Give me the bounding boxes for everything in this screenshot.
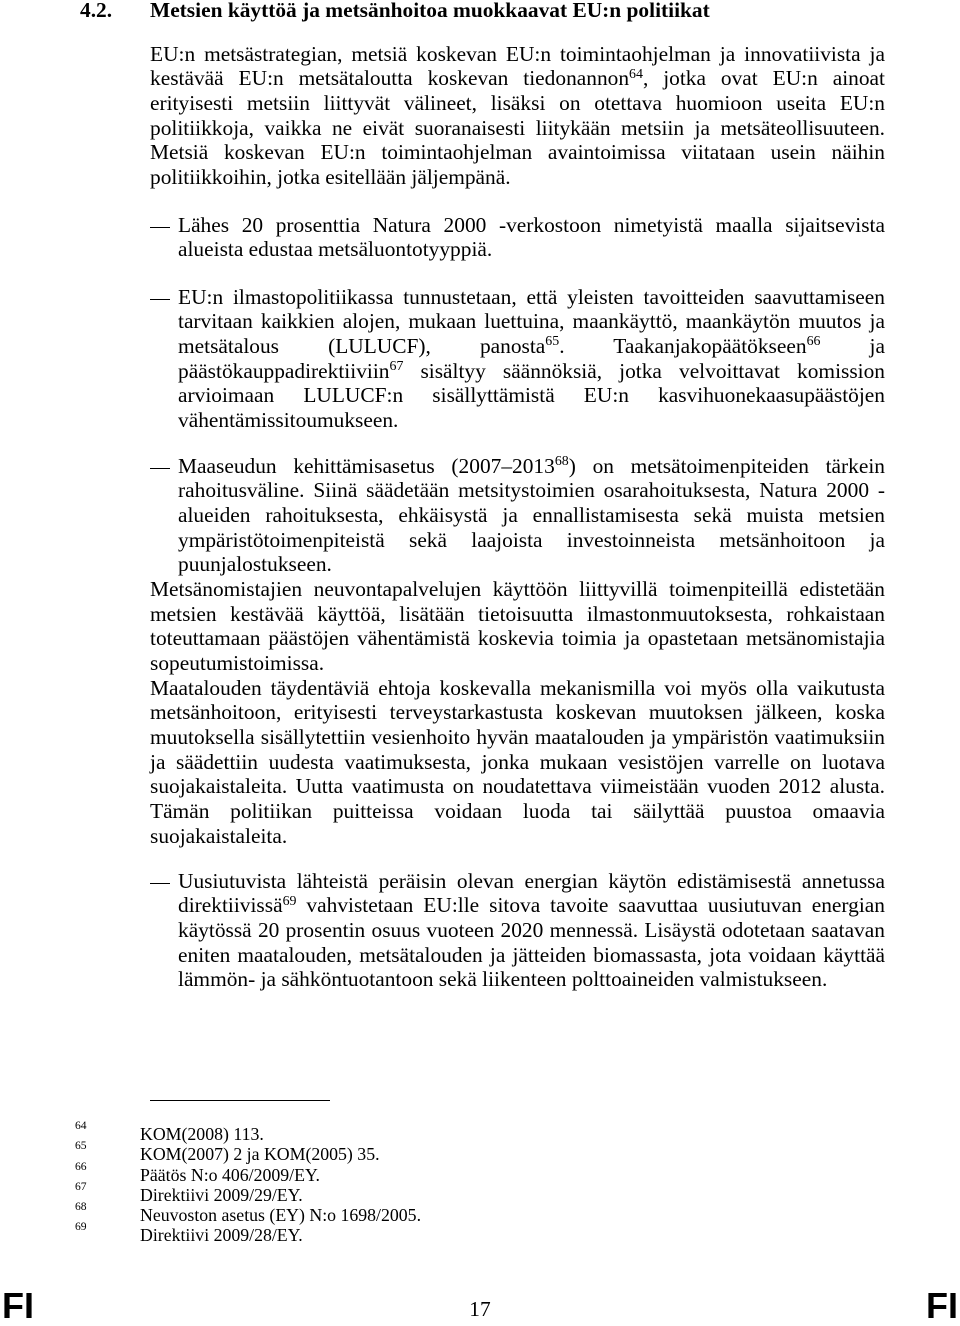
- footnote-ref-66: 66: [806, 334, 821, 350]
- footnote-number: 65: [75, 1139, 87, 1153]
- bullet-renewables: [150, 869, 885, 992]
- section-number: 4.2.: [80, 0, 113, 22]
- cross-compliance-text: Maatalouden täydentäviä ehtoja koskevalla mekanismilla voi myös olla vaikutusta metsänhoitoon, erityisesti terveystarkastusta koskevan muutoksen jälkeen, koska muutoksella sisällytettiin vesienhoito hyvän maatalouden ja ympäristön vaatimuksiin ja säädettiin uudesta vaatimuksesta, jonka mukaan vesistöjen varrelle on luotava suojakaistaleita. Uutta vaatimusta on noudatettava viimeistään vuoden 2012 alusta. Tämän politiikan puitteissa voidaan luoda tai säilyttää puustoa omaavia suojakaistaleita.: [150, 675, 885, 848]
- bullet-natura-text: [178, 213, 885, 262]
- footnote-separator: [150, 1100, 330, 1101]
- footnote-text: KOM(2007) 2 ja KOM(2005) 35.: [140, 1144, 380, 1165]
- climate-text-4: sisältyy säännöksiä, jotka velvoittavat komission arvioimaan LULUCF:n sisällyttämistä EU:n kasvihuonekaasupäästöjen vähentämissitoumukseen.: [178, 358, 885, 432]
- intro-text-start: EU:n metsästrategian, metsiä koskevan EU:n toimintaohjelman ja innovatiivista ja kestävää EU:n metsätaloutta koskevan tiedonannon: [150, 41, 885, 91]
- bullet-dash: [150, 227, 170, 228]
- intro-paragraph: [150, 42, 885, 190]
- bullet-dash: [150, 883, 170, 884]
- footnote-ref-65: 65: [545, 334, 560, 350]
- climate-text-2: . Taakanjakopäätökseen: [559, 333, 807, 358]
- footnote-ref-68: 68: [554, 454, 569, 470]
- footnotes: [0, 1119, 960, 1246]
- footnote-number: 66: [75, 1159, 87, 1173]
- intro-text-end: , jotka ovat EU:n ainoat erityisesti metsiin liittyvät välineet, lisäksi on otettava huomioon useita EU:n politiikkoja, vaikka ne eivät suoranaisesti liitykään metsiin ja metsäteollisuuteen. Metsiä koskevan EU:n toimintaohjelman avaintoimissa viitataan usein näihin politiikkoihin, jotka esitellään jäljempänä.: [150, 66, 885, 189]
- renewables-text-2: vahvistetaan EU:lle sitova tavoite saavuttaa uusiutuvan energian käytössä 20 prosentin osuus vuoteen 2020 mennessä. Lisäystä odotetaan saatavan eniten maatalouden, metsätalouden ja jätteiden biomassasta, jota voidaan käyttää lämmön- ja sähköntuotantoon sekä liikenteen polttoaineiden valmistukseen.: [178, 893, 885, 992]
- advisory-text: Metsänomistajien neuvontapalvelujen käyttöön liittyvillä toimenpiteillä edistetään metsien kestävää käyttöä, lisätään tietoisuutta ilmastonmuutoksesta, rohkaistaan toteuttamaan päästöjen vähentämistä koskevia toimia ja opastetaan metsänomistajia sopeutumistoimissa.: [150, 576, 885, 675]
- footnote-number: 64: [75, 1119, 87, 1132]
- footer-language-left: FI: [2, 1285, 34, 1326]
- footnote-number: 67: [75, 1179, 87, 1193]
- footer-language-right: FI: [926, 1285, 958, 1326]
- bullet-renewables-text: [178, 869, 885, 992]
- rural-text-2: ) on metsätoimenpiteiden tärkein rahoitusväline. Siinä säädetään metsitystoimien osarahoituksesta, Natura 2000 -alueiden rahoituksesta, ehkäisystä ja ennallistamisesta sekä muista metsien ympäristötoimenpiteistä sekä laajoista investoinneista metsänhoitoon ja puunjalostukseen.: [178, 453, 886, 577]
- footnote-text: Direktiivi 2009/29/EY.: [140, 1184, 303, 1205]
- body-text: [150, 42, 885, 992]
- cross-compliance-paragraph: [150, 676, 885, 849]
- renewables-text-1: Uusiutuvista lähteistä peräisin olevan energian käytön edistämisestä annetussa direktiivissä: [178, 868, 885, 918]
- footnote: [0, 1159, 960, 1185]
- climate-text-3: ja päästökauppadirektiiviin: [178, 333, 885, 383]
- footnote-text: Päätös N:o 406/2009/EY.: [140, 1164, 320, 1185]
- footnote-number: 69: [75, 1220, 87, 1234]
- footnote: [0, 1119, 960, 1144]
- bullet-dash: [150, 299, 170, 300]
- footnote-ref-67: 67: [389, 358, 404, 374]
- rural-text-1: Maaseudun kehittämisasetus (2007–2013: [178, 453, 555, 478]
- footnote-text: KOM(2008) 113.: [140, 1124, 264, 1144]
- footnote: [0, 1220, 960, 1246]
- bullet-dash: [150, 468, 170, 469]
- bullet-rural-development: [150, 454, 885, 577]
- climate-text-1: EU:n ilmastopolitiikassa tunnustetaan, että yleisten tavoitteiden saavuttamiseen tarvitaan kaikkien alojen, mukaan luettuina, maankäyttö, maankäytön muutos ja metsätalous (LULUCF), panosta: [178, 284, 885, 358]
- footnote-number: 68: [75, 1200, 87, 1213]
- page-number: 17: [469, 1297, 491, 1321]
- bullet-natura: [150, 213, 885, 262]
- advisory-paragraph: [150, 577, 885, 676]
- footnote: [0, 1139, 960, 1165]
- natura-text: Lähes 20 prosenttia Natura 2000 -verkostoon nimetyistä maalla sijaitsevista alueista edustaa metsäluontotyyppiä.: [178, 212, 885, 262]
- footnote-text: Direktiivi 2009/28/EY.: [140, 1225, 303, 1246]
- footnote: [0, 1179, 960, 1205]
- section-heading: [0, 0, 960, 20]
- bullet-climate-text: [178, 285, 885, 433]
- footnote-ref-64: 64: [629, 66, 643, 82]
- bullet-rural-text: [178, 454, 885, 577]
- section-title: Metsien käyttöä ja metsänhoitoa muokkaavat EU:n politiikat: [150, 0, 710, 22]
- footnote-text: Neuvoston asetus (EY) N:o 1698/2005.: [140, 1205, 422, 1225]
- footnote-ref-69: 69: [282, 893, 297, 909]
- footnote: [0, 1200, 960, 1225]
- bullet-climate: [150, 285, 885, 433]
